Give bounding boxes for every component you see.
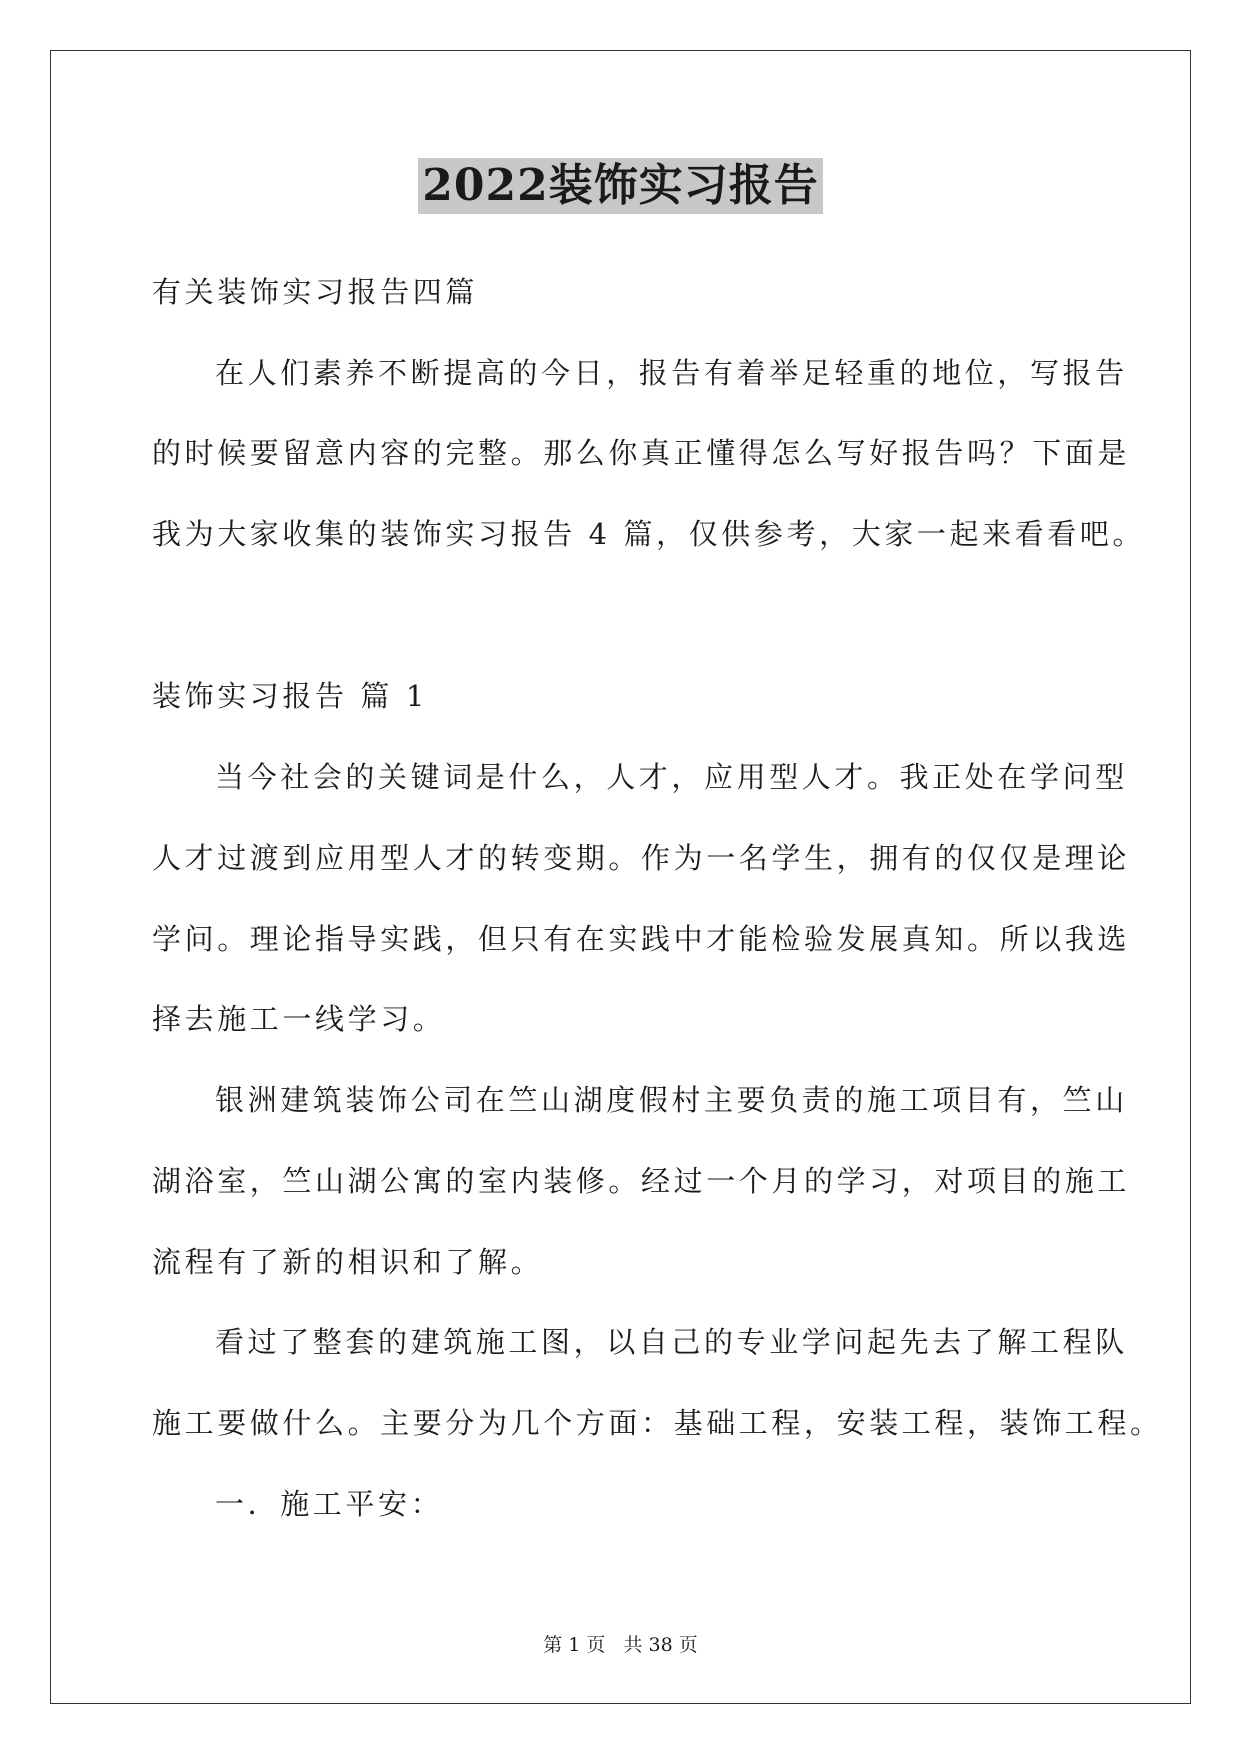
page-footer [0,1632,1241,1658]
body-line-3: 学问。理论指导实践，但只有在实践中才能检验发展真知。所以我选 [152,922,1131,956]
document-subtitle: 有关装饰实习报告四篇 [152,275,479,309]
page-number: 第 1 页 [543,1634,606,1656]
total-pages: 共 38 页 [623,1634,698,1656]
body-line-7: 流程有了新的相识和了解。 [152,1245,544,1279]
document-title: 2022装饰实习报告 [418,158,822,214]
body-line-9: 施工要做什么。主要分为几个方面：基础工程，安装工程，装饰工程。 [152,1406,1163,1440]
body-line-5: 银洲建筑装饰公司在竺山湖度假村主要负责的施工项目有，竺山 [215,1083,1128,1117]
body-line-1: 当今社会的关键词是什么，人才，应用型人才。我正处在学问型 [215,760,1128,794]
intro-line-2: 的时候要留意内容的完整。那么你真正懂得怎么写好报告吗？下面是 [152,436,1131,470]
title-container [0,158,1241,214]
body-line-8: 看过了整套的建筑施工图，以自己的专业学问起先去了解工程队 [215,1325,1128,1359]
body-line-2: 人才过渡到应用型人才的转变期。作为一名学生，拥有的仅仅是理论 [152,841,1131,875]
intro-line-3: 我为大家收集的装饰实习报告 4 篇，仅供参考，大家一起来看看吧。 [152,517,1146,551]
intro-line-1: 在人们素养不断提高的今日，报告有着举足轻重的地位，写报告 [215,356,1128,390]
section-heading: 装饰实习报告 篇 1 [152,679,428,713]
body-line-6: 湖浴室，竺山湖公寓的室内装修。经过一个月的学习，对项目的施工 [152,1164,1131,1198]
body-line-4: 择去施工一线学习。 [152,1002,446,1036]
body-line-10: 一．施工平安： [215,1487,444,1521]
